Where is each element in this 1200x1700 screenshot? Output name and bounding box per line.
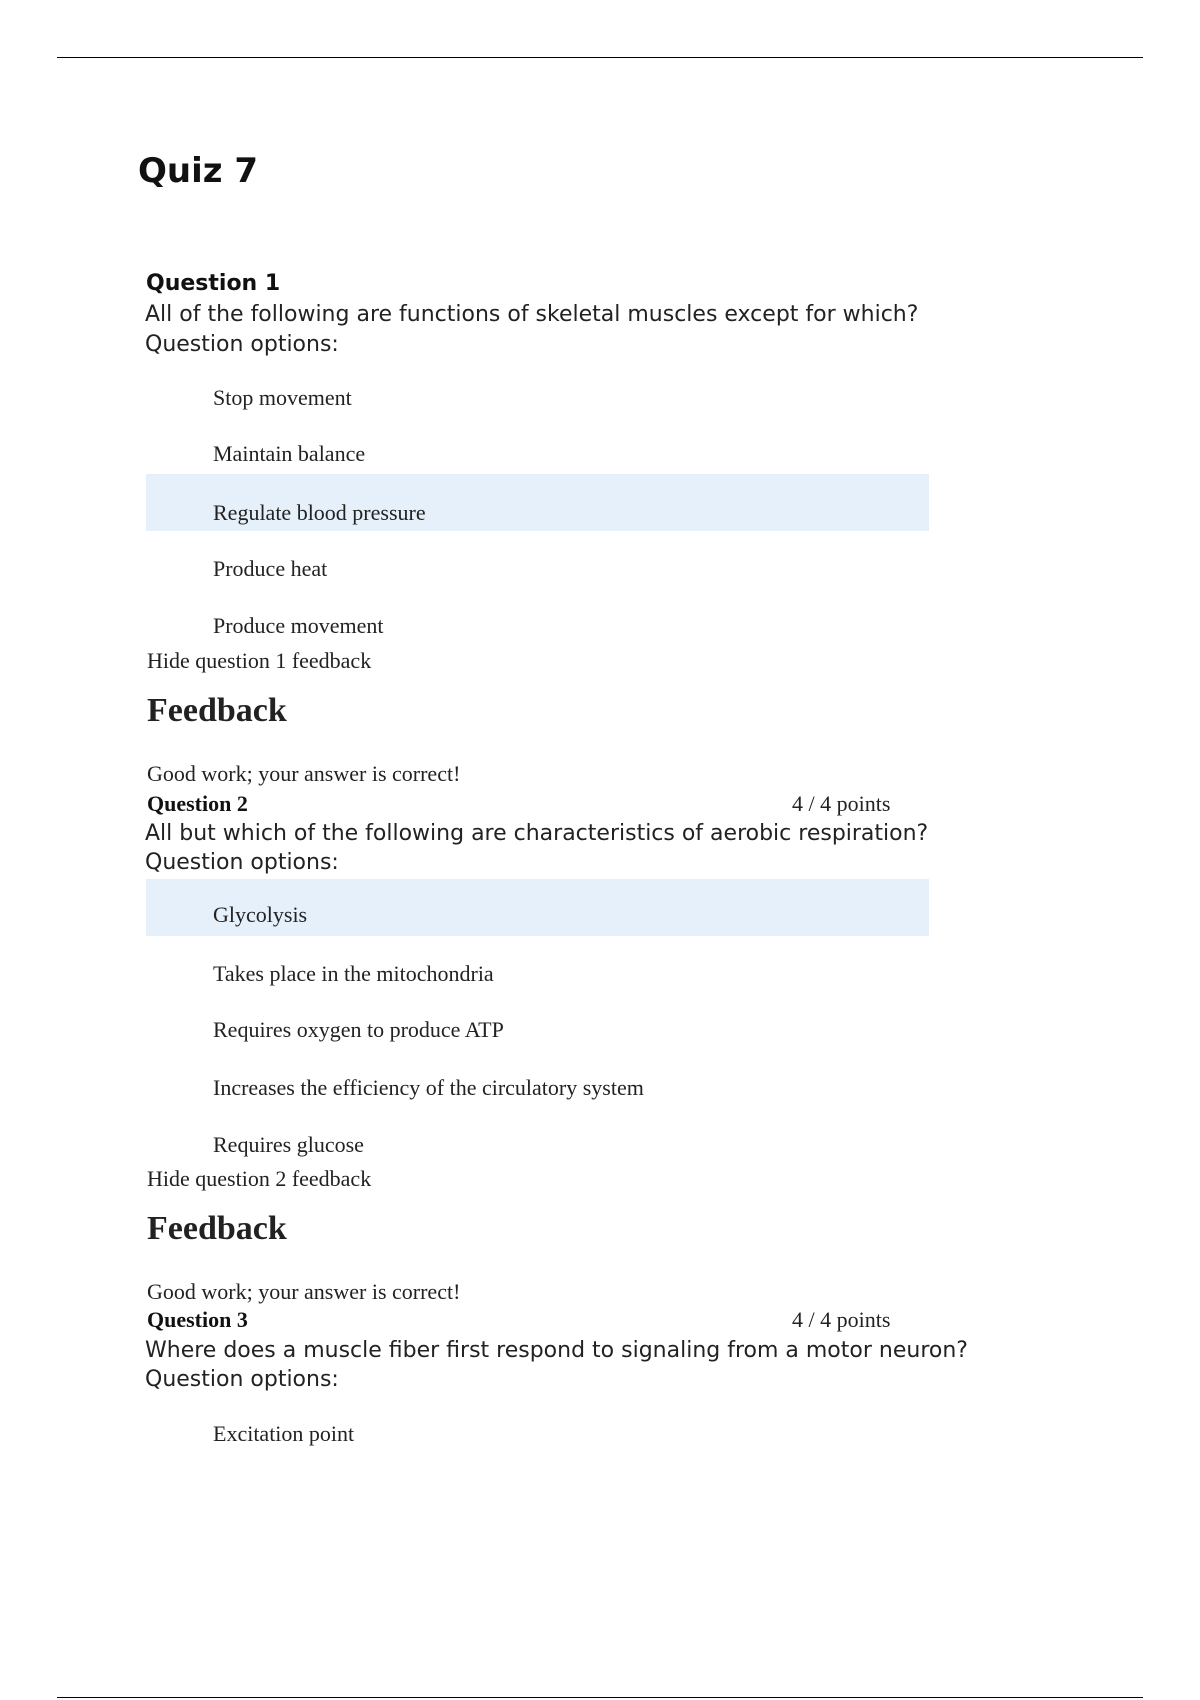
question-1-option-5[interactable]: Produce movement <box>213 613 384 638</box>
question-2-option-4[interactable]: Increases the efficiency of the circulatory system <box>213 1075 644 1100</box>
question-3-points: 4 / 4 points <box>792 1307 891 1332</box>
question-3-title: Question 3 <box>147 1307 248 1332</box>
question-1-title: Question 1 <box>146 271 281 296</box>
question-1-text: All of the following are functions of skeletal muscles except for which? <box>145 302 919 327</box>
question-2-points: 4 / 4 points <box>792 791 891 816</box>
question-2-feedback-text: Good work; your answer is correct! <box>147 1279 461 1304</box>
quiz-title: Quiz 7 <box>138 151 259 191</box>
question-1-option-3[interactable]: Regulate blood pressure <box>213 500 426 525</box>
hide-question-1-feedback-link[interactable]: Hide question 1 feedback <box>147 648 372 673</box>
question-2-feedback-heading: Feedback <box>147 1210 287 1247</box>
question-1-option-1[interactable]: Stop movement <box>213 385 352 410</box>
question-2-title: Question 2 <box>147 791 248 816</box>
question-2-option-2[interactable]: Takes place in the mitochondria <box>213 961 494 986</box>
question-1-feedback-text: Good work; your answer is correct! <box>147 761 461 786</box>
question-3-option-1[interactable]: Excitation point <box>213 1421 355 1446</box>
hide-question-2-feedback-link[interactable]: Hide question 2 feedback <box>147 1166 372 1191</box>
question-3-options-label: Question options: <box>145 1367 339 1392</box>
question-2-option-5[interactable]: Requires glucose <box>213 1132 364 1157</box>
question-2-options-label: Question options: <box>145 850 339 875</box>
bottom-rule <box>57 1697 1143 1698</box>
question-2-option-1[interactable]: Glycolysis <box>213 902 308 927</box>
question-1-feedback-heading: Feedback <box>147 692 287 729</box>
question-1-option-4[interactable]: Produce heat <box>213 556 328 581</box>
question-2-option-3[interactable]: Requires oxygen to produce ATP <box>213 1017 504 1042</box>
question-3-text: Where does a muscle fiber first respond to signaling from a motor neuron? <box>145 1338 968 1363</box>
question-1-options-label: Question options: <box>145 332 339 357</box>
question-2-text: All but which of the following are characteristics of aerobic respiration? <box>145 821 929 846</box>
question-1-option-2[interactable]: Maintain balance <box>213 441 366 466</box>
top-rule <box>57 57 1143 58</box>
